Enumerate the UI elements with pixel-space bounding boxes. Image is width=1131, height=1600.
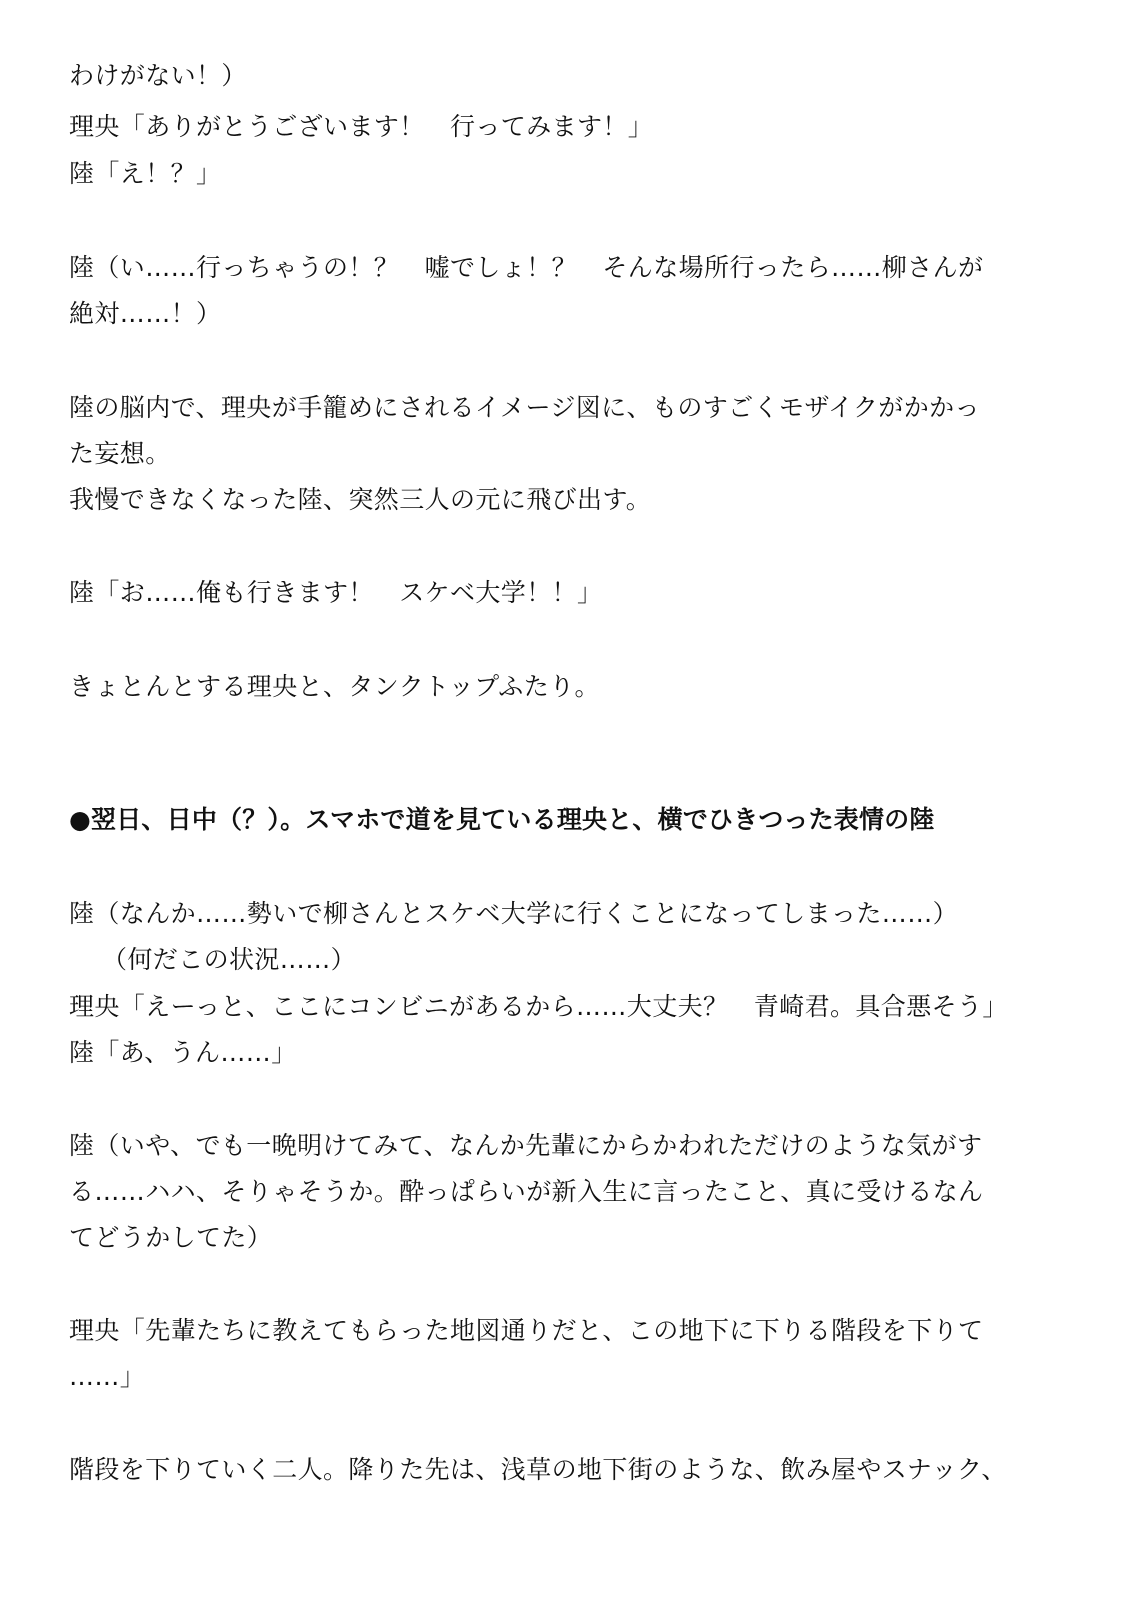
text-line: 陸「あ、うん……」 xyxy=(69,1038,297,1067)
text-line: 理央「えーっと、ここにコンビニがあるから……大丈夫？ 青崎君。具合悪そう」 xyxy=(69,992,1008,1021)
text-line: た妄想。 xyxy=(69,439,171,468)
text-line: わけがない！） xyxy=(69,61,247,90)
text-line: 陸の脳内で、理央が手籠めにされるイメージ図に、ものすごくモザイクがかかっ xyxy=(69,393,980,422)
text-line: る……ハハ、そりゃそうか。酔っぱらいが新入生に言ったこと、真に受けるなん xyxy=(69,1177,984,1206)
text-line: 理央「先輩たちに教えてもらった地図通りだと、この地下に下りる階段を下りて xyxy=(69,1316,984,1345)
scene-heading: ●翌日、日中（？）。スマホで道を見ている理央と、横でひきつった表情の陸 xyxy=(69,805,935,834)
text-line: 絶対……！） xyxy=(69,299,222,328)
text-line: 陸「お……俺も行きます！ スケベ大学！！」 xyxy=(69,578,603,607)
text-line-indented: （何だこの状況……） xyxy=(102,945,357,974)
text-line: 階段を下りていく二人。降りた先は、浅草の地下街のような、飲み屋やスナック、 xyxy=(69,1455,1007,1484)
text-line: 陸（い……行っちゃうの！？ 嘘でしょ！？ そんな場所行ったら……柳さんが xyxy=(69,253,984,282)
text-line: 陸（いや、でも一晩明けてみて、なんか先輩にからかわれただけのような気がす xyxy=(69,1131,983,1160)
text-line: 我慢できなくなった陸、突然三人の元に飛び出す。 xyxy=(69,485,652,514)
text-line: 陸（なんか……勢いで柳さんとスケベ大学に行くことになってしまった……） xyxy=(69,899,959,928)
text-line: てどうかしてた） xyxy=(69,1223,273,1252)
text-line: 理央「ありがとうございます！ 行ってみます！」 xyxy=(69,112,654,141)
text-line: きょとんとする理央と、タンクトップふたり。 xyxy=(69,672,600,701)
text-line: 陸「え！？」 xyxy=(69,159,222,188)
text-line: ……」 xyxy=(69,1362,146,1391)
